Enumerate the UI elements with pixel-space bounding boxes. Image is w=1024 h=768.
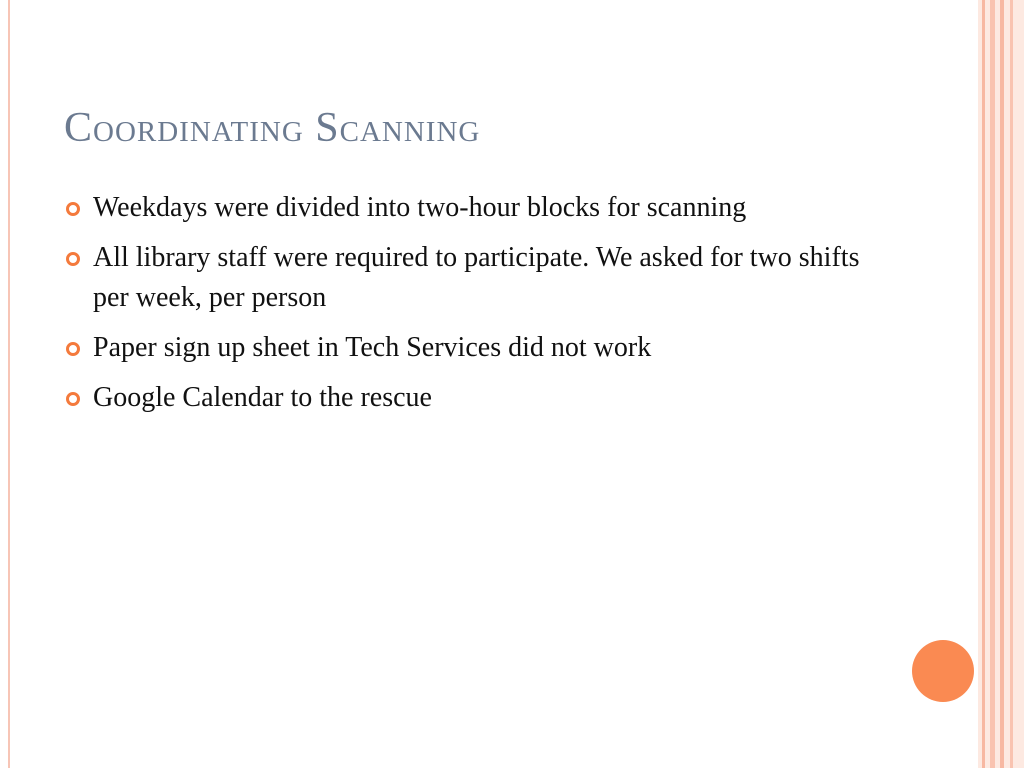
orange-circle-icon [912, 640, 974, 702]
bullet-list [64, 188, 874, 428]
right-stripe [990, 0, 995, 768]
right-stripe [1010, 0, 1013, 768]
ring-bullet-icon [66, 342, 80, 356]
bullet-text: Weekdays were divided into two-hour blocks for scanning [93, 192, 747, 223]
ring-bullet-icon [66, 252, 80, 266]
left-border-line [8, 0, 10, 768]
slide-title: Coordinating Scanning [64, 105, 481, 151]
bullet-item [64, 238, 874, 318]
right-stripe [982, 0, 985, 768]
bullet-text: All library staff were required to participate. We asked for two shifts per week, per person [93, 242, 860, 313]
bullet-item [64, 328, 874, 368]
bullet-text: Google Calendar to the rescue [93, 382, 432, 413]
bullet-item [64, 188, 874, 228]
bullet-text: Paper sign up sheet in Tech Services did not work [93, 332, 652, 363]
ring-bullet-icon [66, 392, 80, 406]
ring-bullet-icon [66, 202, 80, 216]
right-stripe [1000, 0, 1004, 768]
bullet-item [64, 378, 874, 418]
